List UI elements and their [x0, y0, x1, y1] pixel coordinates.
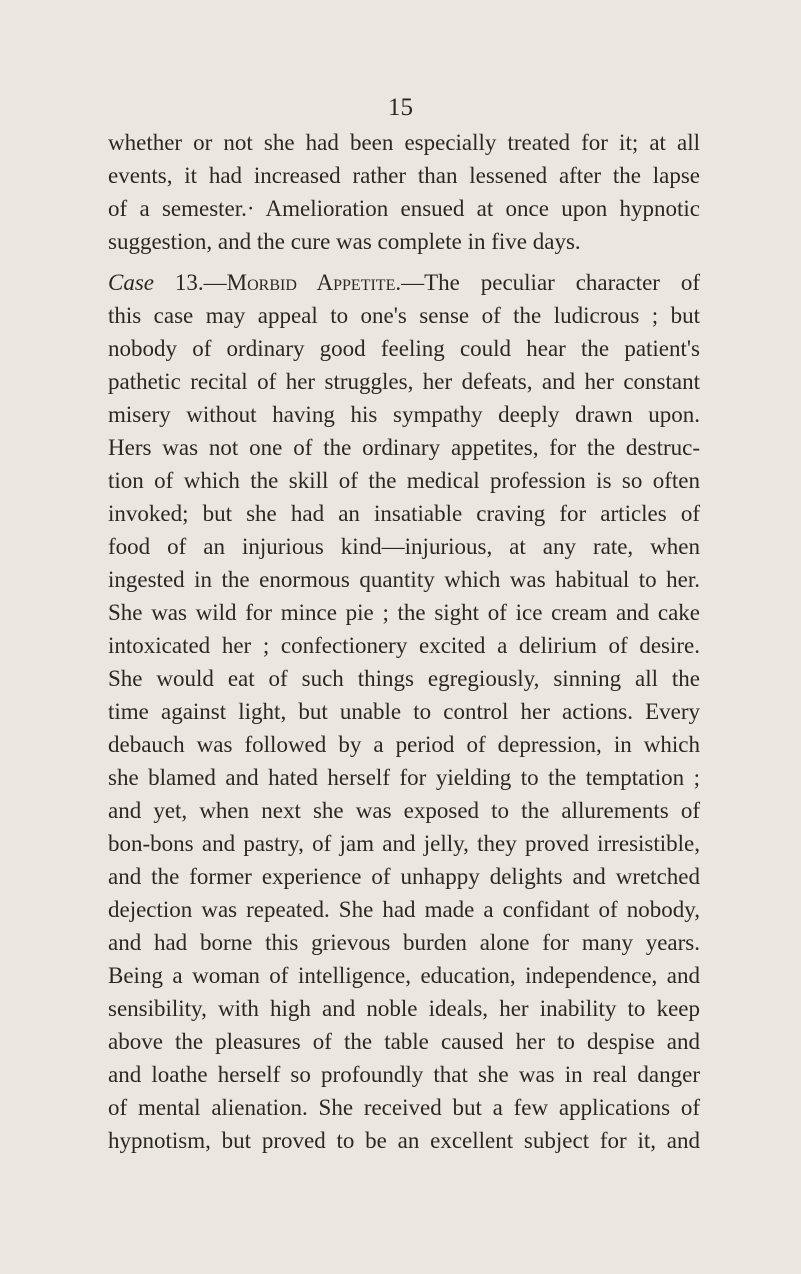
text-line: and the former experience of unhappy delights and wretched: [108, 864, 700, 889]
text-line: Being a woman of intelligence, education, independence, and: [108, 963, 700, 988]
text-line: of a semester.· Amelioration ensued at once upon hypnotic: [108, 196, 700, 221]
text-line: this case may appeal to one's sense of the ludicrous ; but: [108, 303, 700, 328]
text-line: ingested in the enormous quantity which was habitual to her.: [108, 567, 700, 592]
text-line: and had borne this grievous burden alone for many years.: [108, 930, 700, 955]
case-heading-rest: —The peculiar character of: [401, 270, 701, 295]
text-line: she blamed and hated herself for yielding to the temptation ;: [108, 765, 700, 790]
text-line: tion of which the skill of the medical profession is so often: [108, 468, 700, 493]
case-number: 13.—: [154, 270, 227, 295]
text-line: events, it had increased rather than lessened after the lapse: [108, 163, 700, 188]
text-line: nobody of ordinary good feeling could hear the patient's: [108, 336, 700, 361]
text-line: dejection was repeated. She had made a confidant of nobody,: [108, 897, 700, 922]
case-label: Case: [108, 270, 154, 295]
case-heading-line: [108, 266, 700, 299]
text-line: and yet, when next she was exposed to the allurements of: [108, 798, 700, 823]
text-line: sensibility, with high and noble ideals, her inability to keep: [108, 996, 700, 1021]
text-line: and loathe herself so profoundly that she was in real danger: [108, 1062, 700, 1087]
text-line: misery without having his sympathy deeply drawn upon.: [108, 402, 700, 427]
text-line: of mental alienation. She received but a few applications of: [108, 1095, 700, 1120]
text-line: intoxicated her ; confectionery excited a delirium of desire.: [108, 633, 700, 658]
text-line: above the pleasures of the table caused her to despise and: [108, 1029, 700, 1054]
text-line: debauch was followed by a period of depression, in which: [108, 732, 700, 757]
text-line: hypnotism, but proved to be an excellent subject for it, and: [108, 1128, 700, 1153]
text-line: Hers was not one of the ordinary appetites, for the destruc-: [108, 435, 700, 460]
case-title: Morbid Appetite.: [226, 270, 402, 295]
text-line: bon-bons and pastry, of jam and jelly, they proved irresistible,: [108, 831, 700, 856]
text-line: suggestion, and the cure was complete in five days.: [108, 229, 581, 254]
text-line: time against light, but unable to control her actions. Every: [108, 699, 700, 724]
text-line: food of an injurious kind—injurious, at any rate, when: [108, 534, 700, 559]
text-line: She would eat of such things egregiously, sinning all the: [108, 666, 700, 691]
page-number: 15: [388, 94, 413, 121]
text-line: whether or not she had been especially treated for it; at all: [108, 130, 700, 155]
text-line: invoked; but she had an insatiable craving for articles of: [108, 501, 700, 526]
text-line: pathetic recital of her struggles, her defeats, and her constant: [108, 369, 700, 394]
text-line: She was wild for mince pie ; the sight of ice cream and cake: [108, 600, 700, 625]
